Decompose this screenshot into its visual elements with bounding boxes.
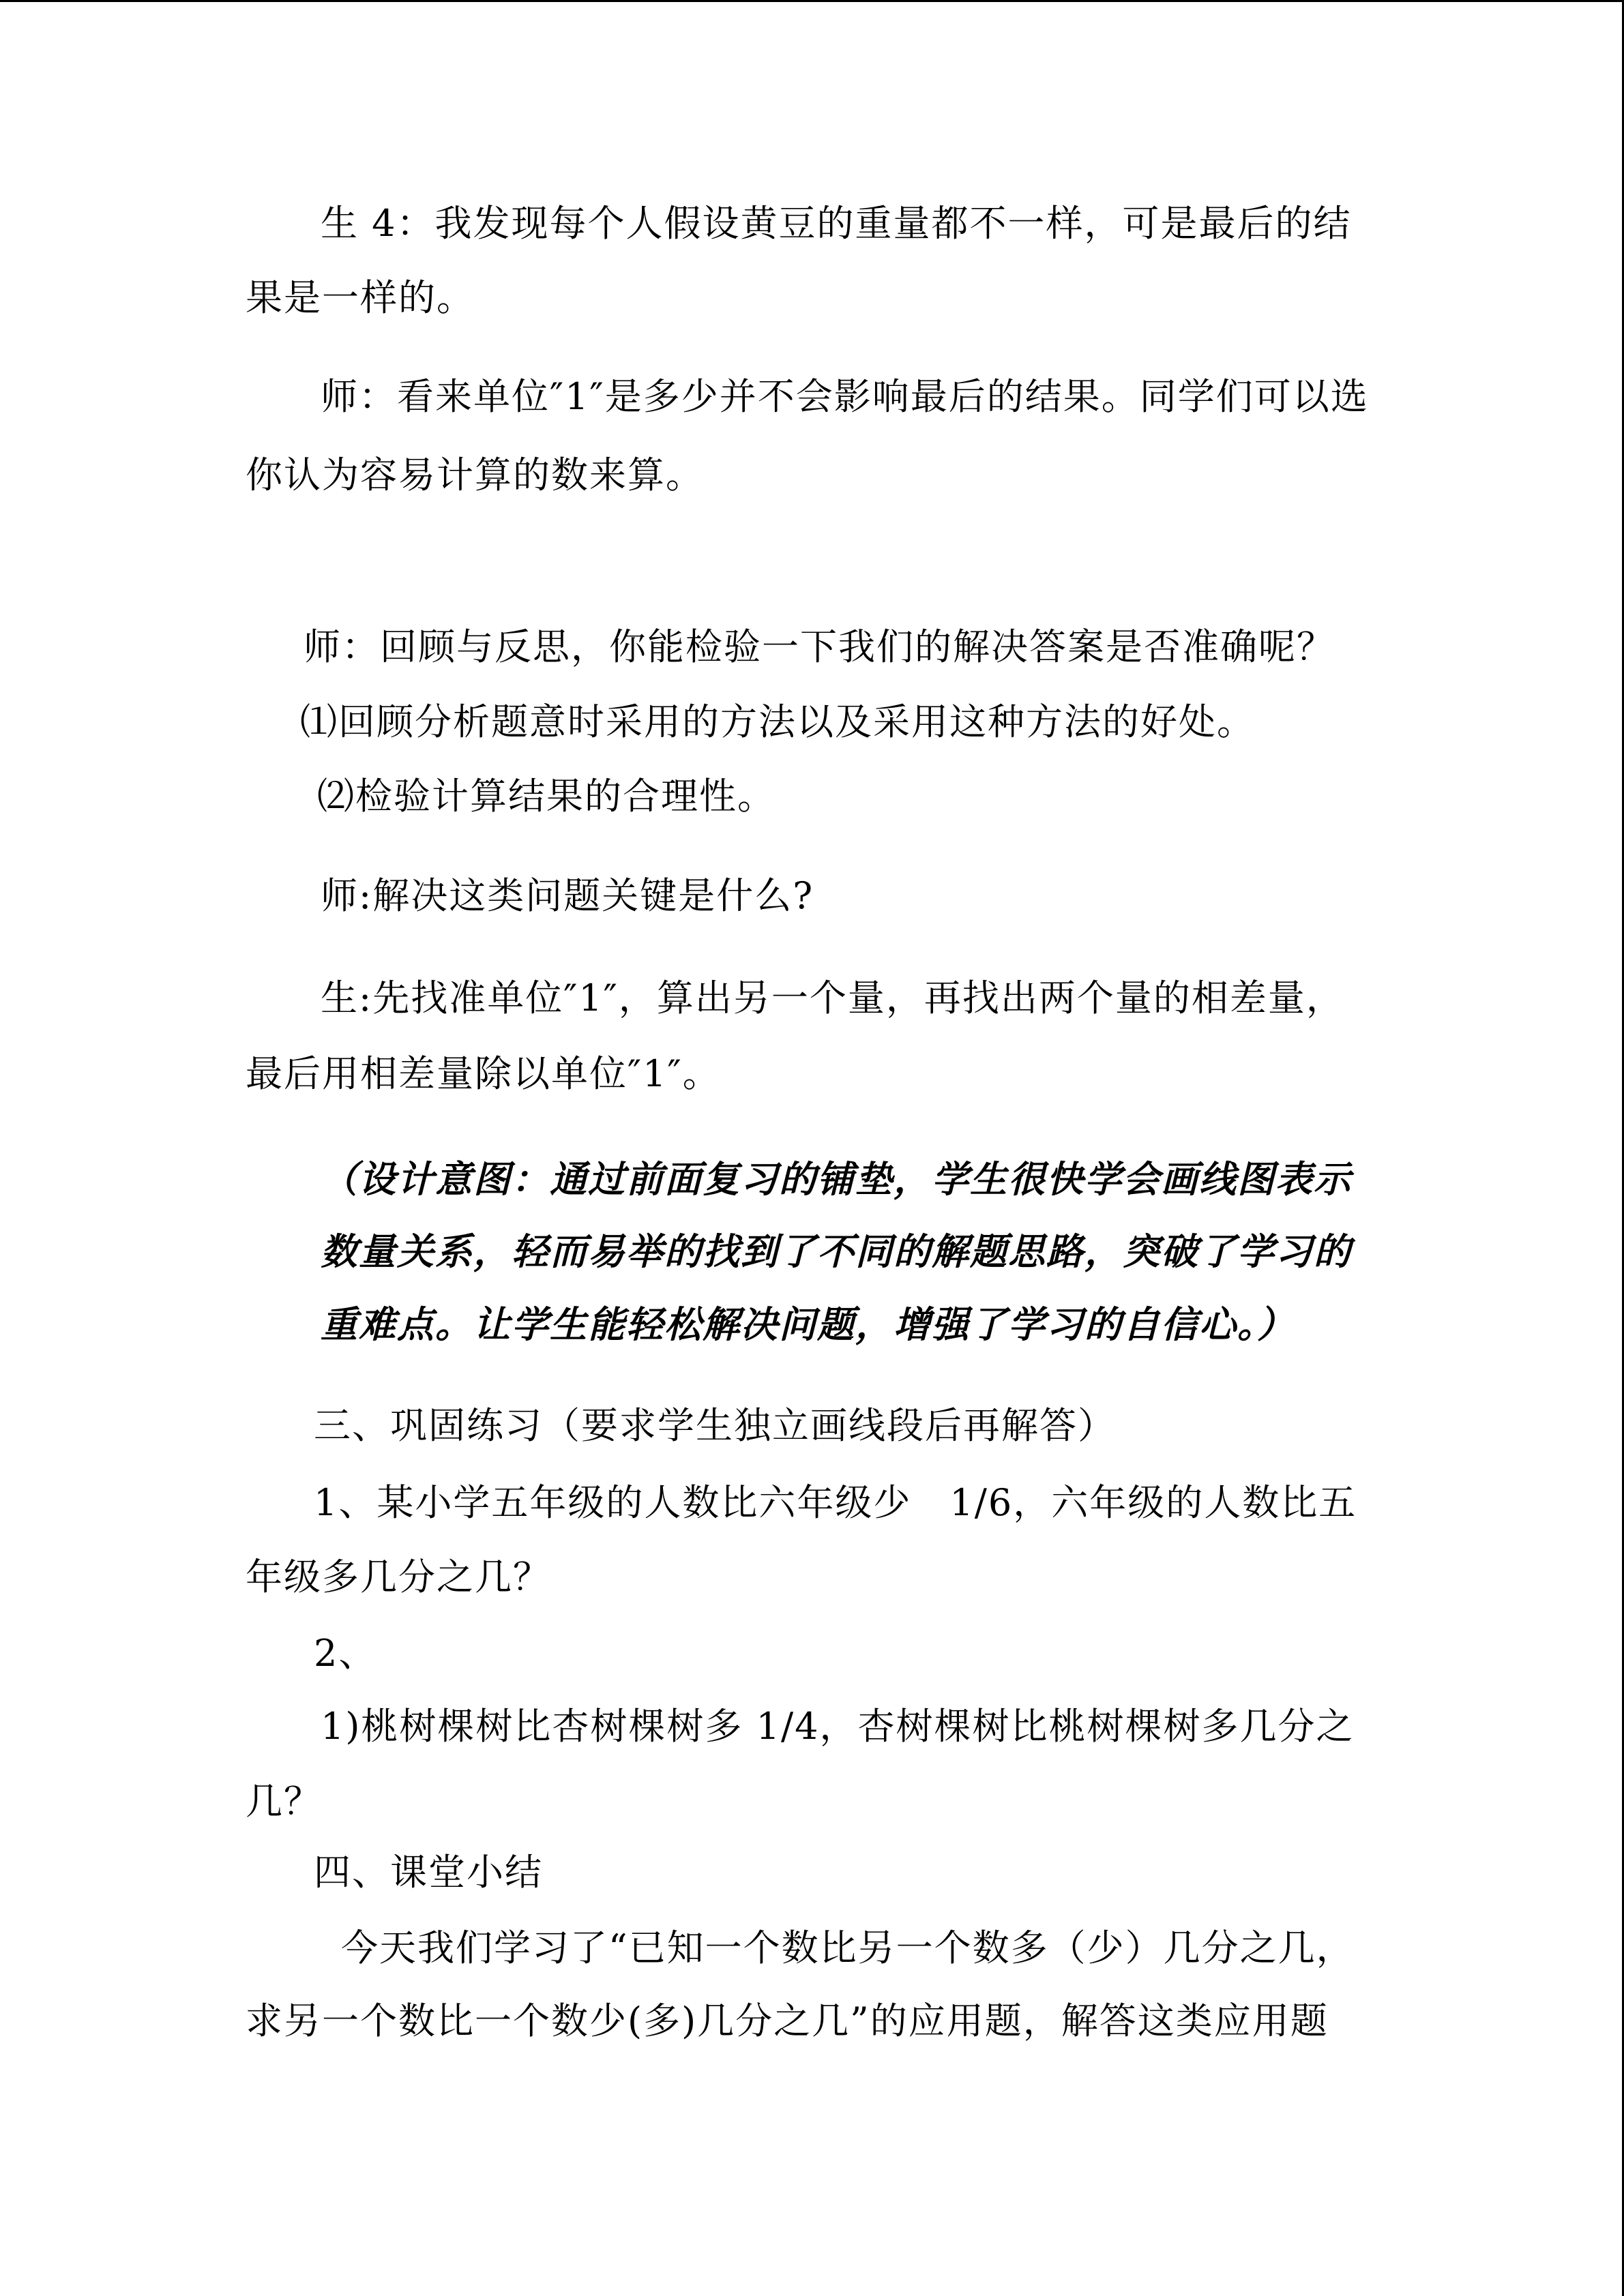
page-border-top	[0, 0, 1624, 2]
exercise-1-line-2: 年级多几分之几？	[246, 1555, 551, 1598]
paragraph-3-line-1: 师：回顾与反思，你能检验一下我们的解决答案是否准确呢？	[304, 625, 1335, 668]
design-intent-line-3: 重难点。让学生能轻松解决问题，增强了学习的自信心。）	[321, 1302, 1295, 1346]
exercise-1-line-1: 1、某小学五年级的人数比六年级少 1/6，六年级的人数比五	[314, 1481, 1357, 1524]
paragraph-2-line-2: 你认为容易计算的数来算。	[246, 453, 704, 496]
paragraph-7-line-1: 生:先找准单位″1″，算出另一个量，再找出两个量的相差量，	[321, 976, 1344, 1019]
design-intent-line-1: （设计意图：通过前面复习的铺垫，学生很快学会画线图表示	[321, 1157, 1352, 1201]
summary-line-2: 求另一个数比一个数少(多)几分之几”的应用题，解答这类应用题	[246, 1999, 1329, 2042]
paragraph-5-line-1: ⑵检验计算结果的合理性。	[317, 775, 776, 818]
paragraph-2-line-1: 师：看来单位″1″是多少并不会影响最后的结果。同学们可以选	[321, 375, 1369, 418]
paragraph-4-line-1: ⑴回顾分析题意时采用的方法以及采用这种方法的好处。	[300, 700, 1255, 743]
paragraph-6-line-1: 师:解决这类问题关键是什么?	[321, 874, 814, 917]
section-4-heading: 四、课堂小结	[314, 1851, 543, 1894]
design-intent-line-2: 数量关系，轻而易举的找到了不同的解题思路，突破了学习的	[321, 1229, 1352, 1273]
section-3-heading: 三、巩固练习（要求学生独立画线段后再解答）	[314, 1404, 1116, 1447]
exercise-2-1-line-2: 几？	[246, 1780, 322, 1823]
summary-line-1: 今天我们学习了“已知一个数比另一个数多（少）几分之几，	[341, 1926, 1355, 1969]
paragraph-7-line-2: 最后用相差量除以单位″1″。	[246, 1052, 721, 1095]
exercise-2-label: 2、	[314, 1632, 377, 1675]
paragraph-1-line-1: 生 4：我发现每个人假设黄豆的重量都不一样，可是最后的结	[321, 202, 1352, 245]
exercise-2-1-line-1: 1)桃树棵树比杏树棵树多 1/4，杏树棵树比桃树棵树多几分之	[321, 1705, 1355, 1748]
paragraph-1-line-2: 果是一样的。	[246, 276, 475, 319]
